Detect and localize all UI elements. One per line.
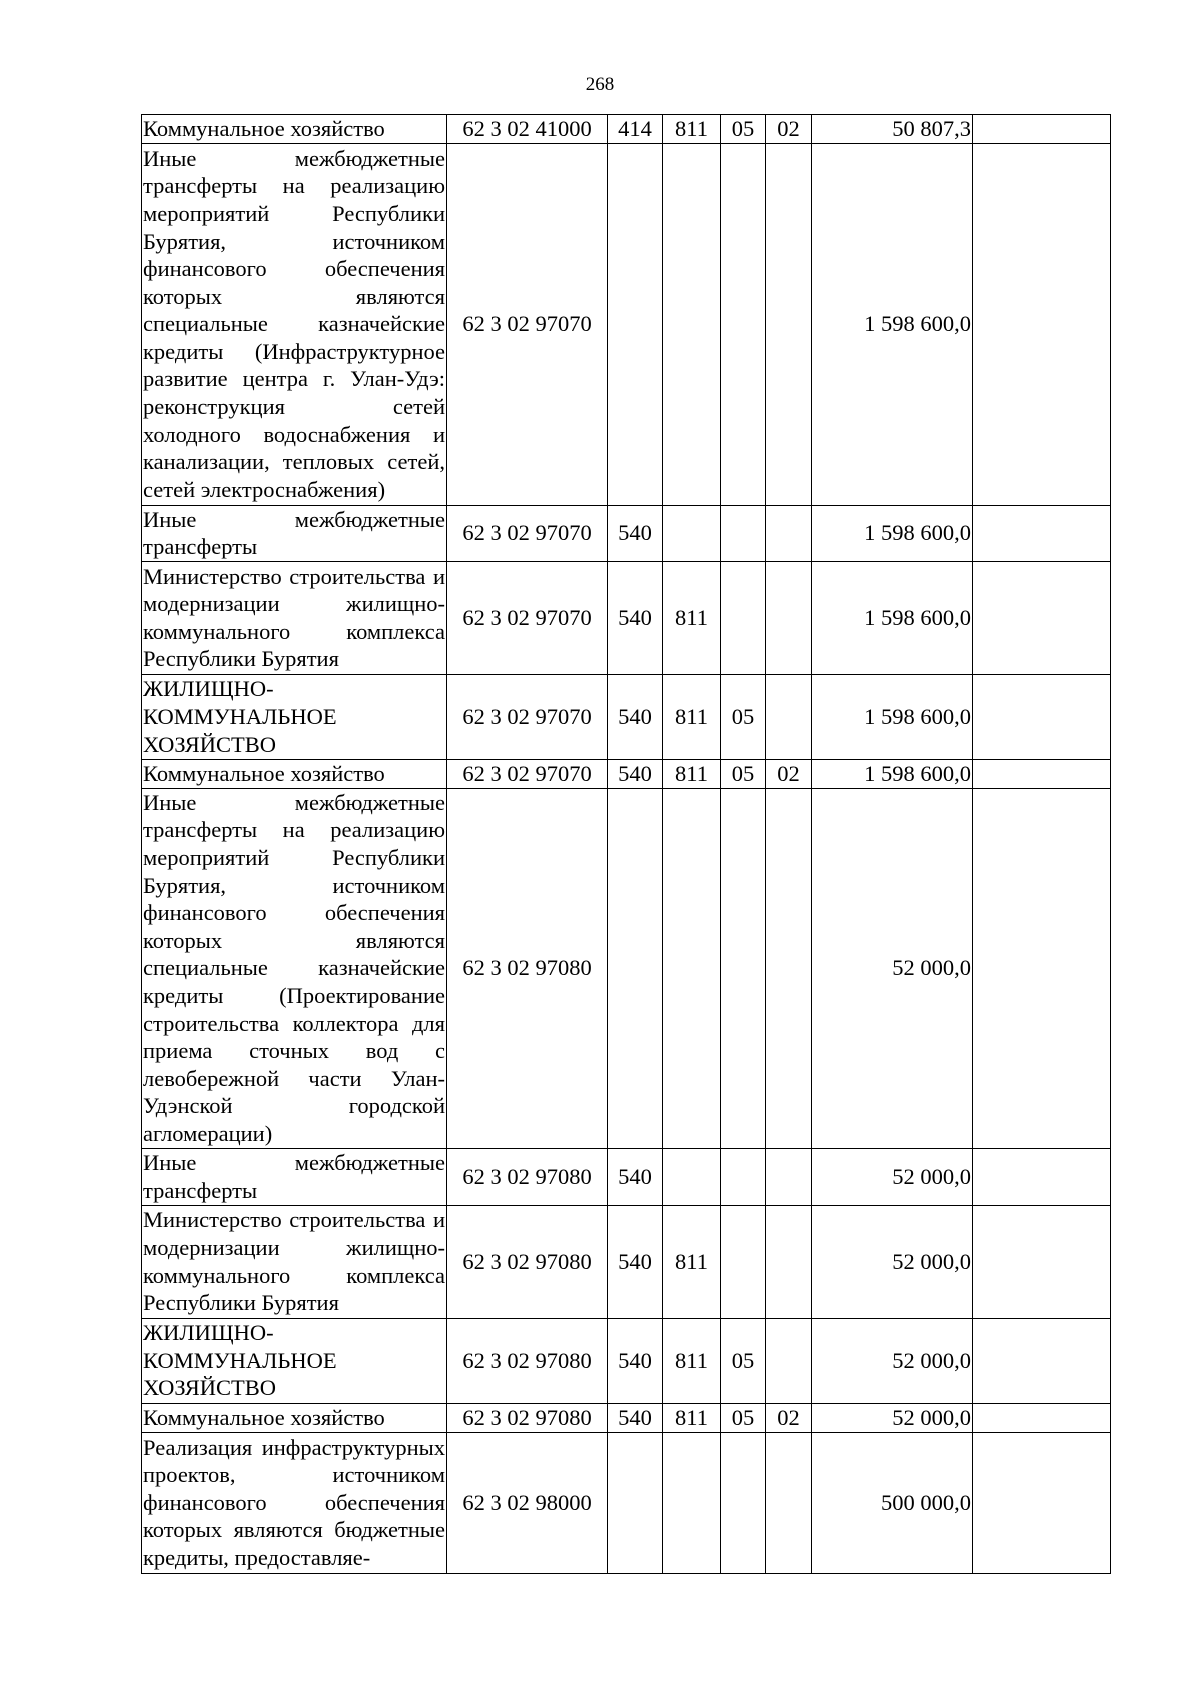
row-sum: 52 000,0 bbox=[812, 788, 973, 1148]
row-pr bbox=[766, 674, 812, 759]
row-extra bbox=[973, 561, 1111, 674]
table-row bbox=[142, 1205, 1111, 1318]
table-row bbox=[142, 143, 1111, 505]
row-ved: 811 bbox=[663, 1318, 721, 1403]
row-extra bbox=[973, 505, 1111, 561]
row-extra bbox=[973, 115, 1111, 144]
row-rz: 05 bbox=[721, 1403, 766, 1432]
row-extra bbox=[973, 674, 1111, 759]
row-vr bbox=[608, 788, 663, 1148]
row-name: ЖИЛИЩНО-КОММУНАЛЬНОЕ ХОЗЯЙСТВО bbox=[143, 1320, 337, 1401]
row-name-cell bbox=[142, 505, 447, 561]
table-row bbox=[142, 561, 1111, 674]
row-extra bbox=[973, 143, 1111, 505]
row-name: Иные межбюджетные трансферты на реализацию мероприятий Республики Бурятия, источником финансового обеспечения которых являются специальные казначейские кредиты (Инфраструктурное развитие центра г. Улан-Удэ: реконструкция сетей холодного водоснабжения и канализации, тепловых сетей, сетей электроснабжения) bbox=[143, 145, 445, 502]
row-name: ЖИЛИЩНО-КОММУНАЛЬНОЕ ХОЗЯЙСТВО bbox=[143, 676, 337, 757]
row-rz: 05 bbox=[721, 759, 766, 788]
row-name: Коммунальное хозяйство bbox=[143, 116, 385, 141]
row-sum: 500 000,0 bbox=[812, 1432, 973, 1573]
row-code: 62 3 02 97080 bbox=[447, 1148, 608, 1205]
row-vr: 540 bbox=[608, 561, 663, 674]
row-ved: 811 bbox=[663, 1205, 721, 1318]
table-row bbox=[142, 505, 1111, 561]
row-name: Иные межбюджетные трансферты bbox=[143, 506, 445, 560]
row-code: 62 3 02 97070 bbox=[447, 143, 608, 505]
row-vr: 540 bbox=[608, 1403, 663, 1432]
row-vr: 540 bbox=[608, 1205, 663, 1318]
row-name-cell bbox=[142, 1432, 447, 1573]
row-rz bbox=[721, 1148, 766, 1205]
row-ved: 811 bbox=[663, 759, 721, 788]
row-vr: 540 bbox=[608, 1148, 663, 1205]
row-name-cell bbox=[142, 788, 447, 1148]
row-vr: 540 bbox=[608, 674, 663, 759]
row-ved bbox=[663, 1432, 721, 1573]
row-name: Коммунальное хозяйство bbox=[143, 760, 385, 786]
row-pr bbox=[766, 1318, 812, 1403]
row-sum: 1 598 600,0 bbox=[812, 505, 973, 561]
row-name: Иные межбюджетные трансферты bbox=[143, 1149, 445, 1203]
page-number: 268 bbox=[585, 74, 615, 95]
row-pr bbox=[766, 561, 812, 674]
row-vr: 540 bbox=[608, 1318, 663, 1403]
row-sum: 1 598 600,0 bbox=[812, 143, 973, 505]
row-extra bbox=[973, 1148, 1111, 1205]
row-vr: 540 bbox=[608, 759, 663, 788]
table-row bbox=[142, 788, 1111, 1148]
row-code: 62 3 02 97080 bbox=[447, 1205, 608, 1318]
row-extra bbox=[973, 1432, 1111, 1573]
row-ved bbox=[663, 143, 721, 505]
row-ved: 811 bbox=[663, 115, 721, 144]
row-code: 62 3 02 97080 bbox=[447, 1403, 608, 1432]
row-ved bbox=[663, 788, 721, 1148]
row-extra bbox=[973, 788, 1111, 1148]
row-name-cell bbox=[142, 1205, 447, 1318]
row-rz bbox=[721, 1432, 766, 1573]
row-pr bbox=[766, 1205, 812, 1318]
row-ved: 811 bbox=[663, 561, 721, 674]
row-name: Реализация инфраструктурных проектов, источником финансового обеспечения которых являются бюджетные кредиты, предоставляе- bbox=[143, 1434, 445, 1570]
row-ved: 811 bbox=[663, 1403, 721, 1432]
row-sum: 1 598 600,0 bbox=[812, 674, 973, 759]
row-rz bbox=[721, 1205, 766, 1318]
row-pr bbox=[766, 143, 812, 505]
row-name-cell bbox=[142, 143, 447, 505]
row-rz bbox=[721, 143, 766, 505]
row-name-cell bbox=[142, 674, 447, 759]
table-row bbox=[142, 1403, 1111, 1432]
row-code: 62 3 02 97070 bbox=[447, 561, 608, 674]
row-rz bbox=[721, 561, 766, 674]
row-pr bbox=[766, 1148, 812, 1205]
row-name: Коммунальное хозяйство bbox=[143, 1404, 385, 1430]
row-extra bbox=[973, 1205, 1111, 1318]
row-pr bbox=[766, 1432, 812, 1573]
row-ved: 811 bbox=[663, 674, 721, 759]
row-vr bbox=[608, 1432, 663, 1573]
row-sum: 1 598 600,0 bbox=[812, 561, 973, 674]
table-row bbox=[142, 759, 1111, 788]
row-name-cell bbox=[142, 115, 447, 144]
row-pr bbox=[766, 505, 812, 561]
row-rz bbox=[721, 788, 766, 1148]
row-pr bbox=[766, 788, 812, 1148]
row-code: 62 3 02 97070 bbox=[447, 505, 608, 561]
row-ved bbox=[663, 505, 721, 561]
row-vr: 540 bbox=[608, 505, 663, 561]
row-code: 62 3 02 97080 bbox=[447, 1318, 608, 1403]
row-pr: 02 bbox=[766, 115, 812, 144]
row-sum: 1 598 600,0 bbox=[812, 759, 973, 788]
row-code: 62 3 02 97070 bbox=[447, 759, 608, 788]
row-rz: 05 bbox=[721, 674, 766, 759]
budget-table bbox=[141, 114, 1111, 1574]
table-row bbox=[142, 115, 1111, 144]
table-body bbox=[142, 115, 1111, 1574]
row-sum: 50 807,3 bbox=[812, 115, 973, 144]
table-row bbox=[142, 1318, 1111, 1403]
row-name-cell bbox=[142, 759, 447, 788]
table-row bbox=[142, 1432, 1111, 1573]
row-name: Министерство строительства и модернизации жилищно-коммунального комплекса Республики Бурятия bbox=[143, 563, 445, 672]
row-sum: 52 000,0 bbox=[812, 1205, 973, 1318]
row-name-cell bbox=[142, 1148, 447, 1205]
row-code: 62 3 02 41000 bbox=[447, 115, 608, 144]
row-code: 62 3 02 97070 bbox=[447, 674, 608, 759]
row-vr bbox=[608, 143, 663, 505]
row-rz bbox=[721, 505, 766, 561]
table-row bbox=[142, 674, 1111, 759]
row-ved bbox=[663, 1148, 721, 1205]
row-sum: 52 000,0 bbox=[812, 1148, 973, 1205]
row-sum: 52 000,0 bbox=[812, 1403, 973, 1432]
row-name: Иные межбюджетные трансферты на реализацию мероприятий Республики Бурятия, источником финансового обеспечения которых являются специальные казначейские кредиты (Проектирование строительства коллектора для приема сточных вод с левобережной части Улан-Удэнской городской агломерации) bbox=[143, 789, 445, 1146]
row-name-cell bbox=[142, 561, 447, 674]
row-sum: 52 000,0 bbox=[812, 1318, 973, 1403]
row-extra bbox=[973, 1318, 1111, 1403]
row-code: 62 3 02 97080 bbox=[447, 788, 608, 1148]
row-name-cell bbox=[142, 1403, 447, 1432]
row-name-cell bbox=[142, 1318, 447, 1403]
row-pr: 02 bbox=[766, 1403, 812, 1432]
row-rz: 05 bbox=[721, 1318, 766, 1403]
row-code: 62 3 02 98000 bbox=[447, 1432, 608, 1573]
row-extra bbox=[973, 759, 1111, 788]
row-vr: 414 bbox=[608, 115, 663, 144]
row-rz: 05 bbox=[721, 115, 766, 144]
row-name: Министерство строительства и модернизации жилищно-коммунального комплекса Республики Бурятия bbox=[143, 1207, 445, 1316]
row-pr: 02 bbox=[766, 759, 812, 788]
table-row bbox=[142, 1148, 1111, 1205]
row-extra bbox=[973, 1403, 1111, 1432]
